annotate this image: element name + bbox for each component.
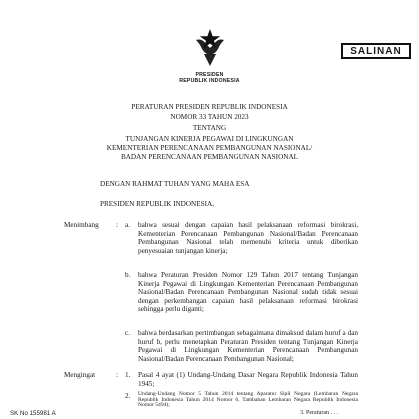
preamble-president: PRESIDEN REPUBLIK INDONESIA, xyxy=(100,200,215,208)
regulation-subject-line3: BADAN PERENCANAAN PEMBANGUNAN NASIONAL xyxy=(120,153,299,161)
menimbang-b-letter: b. xyxy=(125,271,131,279)
menimbang-colon: : xyxy=(116,221,118,229)
mengingat-2-number: 2. xyxy=(125,392,131,400)
regulation-tentang: TENTANG xyxy=(192,124,227,132)
mengingat-colon: : xyxy=(116,371,118,379)
regulation-subject-line1: TUNJANGAN KINERJA PEGAWAI DI LINGKUNGAN xyxy=(125,135,294,143)
mengingat-1-number: 1. xyxy=(125,371,131,379)
mengingat-2-text: Undang-Undang Nomor 5 Tahun 2014 tentang Aparatur Sipil Negara (Lembaran Negara Republik Indonesia Tahun 2014 Nomor 6, Tambahan Lembaran Negara Republik Indonesia Nomor 5494); xyxy=(138,391,358,409)
menimbang-c-letter: c. xyxy=(125,329,130,337)
menimbang-b-text: bahwa Peraturan Presiden Nomor 129 Tahun 2017 tentang Tunjangan Kinerja Pegawai di Lingkungan Kementerian Perencanaan Pembangunan Nasional/Badan Perencanaan Pembangunan Nasional sudah tidak sesuai dengan perkembangan capaian hasil pelaksanaan reformasi birokrasi sehingga perlu diganti; xyxy=(138,271,358,314)
emblem-caption-president: PRESIDEN xyxy=(195,72,224,78)
serial-number: SK No 155981 A xyxy=(10,410,56,417)
regulation-title: PERATURAN PRESIDEN REPUBLIK INDONESIA xyxy=(131,103,288,111)
menimbang-c-text: bahwa berdasarkan pertimbangan sebagaimana dimaksud dalam huruf a dan huruf b, perlu menetapkan Peraturan Presiden tentang Tunjangan Kinerja Pegawai di Lingkungan Kementerian Perencanaan Pembangunan Nasional/Badan Perencanaan Pembangunan Nasional; xyxy=(138,329,358,363)
regulation-subject-line2: KEMENTERIAN PERENCANAAN PEMBANGUNAN NASIONAL/ xyxy=(106,144,313,152)
preamble-rahmat: DENGAN RAHMAT TUHAN YANG MAHA ESA xyxy=(100,180,250,188)
menimbang-a-text: bahwa sesuai dengan capaian hasil pelaksanaan reformasi birokrasi, Kementerian Perencanaan Pembangunan Nasional/Badan Perencanaan Pembangunan Nasional telah memenuhi kriteria untuk diberikan penyesuaian tunjangan kinerja; xyxy=(138,221,358,255)
regulation-number: NOMOR 33 TAHUN 2023 xyxy=(170,113,249,121)
mengingat-1-text: Pasal 4 ayat (1) Undang-Undang Dasar Negara Republik Indonesia Tahun 1945; xyxy=(138,371,358,388)
menimbang-a-letter: a. xyxy=(125,221,130,229)
garuda-emblem-icon xyxy=(193,28,227,68)
continuation-marker: 3. Peraturan . . . xyxy=(300,410,338,416)
emblem-caption-republic: REPUBLIK INDONESIA xyxy=(179,78,240,84)
mengingat-label: Mengingat xyxy=(64,371,96,379)
salinan-badge: SALINAN xyxy=(341,43,411,59)
menimbang-label: Menimbang xyxy=(64,221,99,229)
